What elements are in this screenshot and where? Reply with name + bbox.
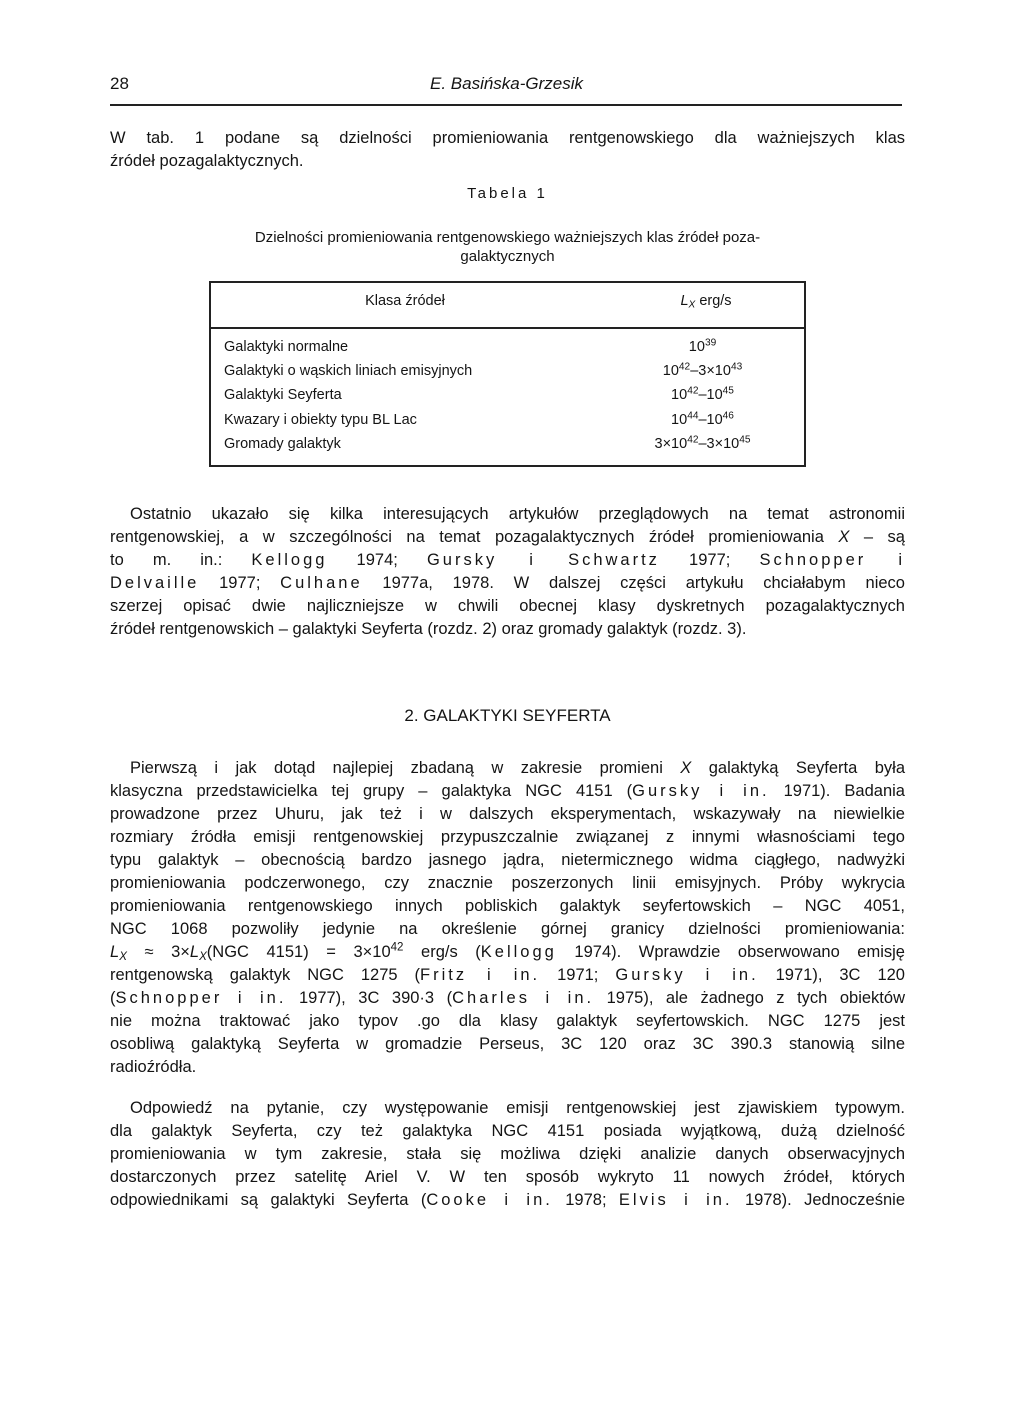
cell-luminosity: $10^{39}$ — [688, 337, 717, 355]
paragraph-seyfert: Pierwszą i jak dotąd najlepiej zbadaną w zakresie promieni X galaktyką Seyferta była klasyczna przedstawicielka tej grupy – galaktyka NGC 4151 (Gursky i in. 1971). Badania prowadzone przez Uhuru, jak też i w dalszych eksperymentach, wskazywały na niewielkie rozmiary źródła emisji rentgenowskiej przypuszczalnie związanej z innymi własnościami tego typu galaktyk – obecnością bardzo jasnego jądra, nietermicznego widma ciągłego, nadwyżki promieniowania podczerwonego, czy znacznie poszerzonych linii emisyjnych. Próby wykrycia promieniowania rentgenowskiego innych pobliskich galaktyk seyfertowskich – NGC 4051, NGC 1068 pozwoliły jedynie na określenie górnej granicy dzielności promieniowania: $L_X \approx 3\times L_X(NGC$ $4151) = 3\times 10^{42}$ erg/s (Kellogg 1974). Wprawdzie obserwowano emisję rentgenowską galaktyk NGC 1275 (Fritz i in. 1971; Gursky i in. 1971), 3C 120 (Schnopper i in. 1977), 3C 390·3 (Charles i in. 1975), ale żadnego z tych obiektów nie można traktować jako typov .go dla klasy galaktyk seyfertowskich. NGC 1275 jest osobliwą galaktyką Seyferta w gromadzie Perseus, 3C 120 oraz 3C 390.3 stanowią silne radioźródła. — [110, 759, 905, 1076]
table-row — [211, 387, 804, 411]
running-head: E. Basińska-Grzesik — [430, 74, 584, 93]
intro-line: W tab. 1 podane są dzielności promieniowania rentgenowskiego dla ważniejszych klas — [110, 129, 905, 147]
table-row — [211, 412, 804, 436]
intro-paragraph — [110, 127, 905, 173]
paragraph-ariel: Odpowiedź na pytanie, czy występowanie emisji rentgenowskiej jest zjawiskiem typowym. dla galaktyk Seyferta, czy też galaktyka NGC 4151 posiada wyjątkową, dużą dzielność promieniowania w tym zakresie, stała się możliwa dzięki analizie danych obserwacyjnych dostarczonych przez satelitę Ariel V. W ten sposób wykryto 11 nowych źródeł, których odpowiednikami są galaktyki Seyferta (Cooke i in. 1978; Elvis i in. 1978). Jednocześnie — [110, 1099, 905, 1209]
cell-source-class: Gromady galaktyk — [224, 436, 341, 452]
paragraph-overview: Ostatnio ukazało się kilka interesujących artykułów przeglądowych na temat astronomii rentgenowskiej, a w szczególności na temat pozagalaktycznych źródeł promieniowania X – są to m. in.: Kellogg 1974; Gursky i Schwartz 1977; Schnopper i Delvaille 1977; Culhane 1977a, 1978. W dalszej części artykułu chciałabym nieco szerzej opisać dwie najliczniejsze w chwili obecnej klasy dyskretnych pozagalaktycznych źródeł rentgenowskich – galaktyki Seyferta (rozdz. 2) oraz gromady galaktyk (rozdz. 3). — [110, 505, 906, 638]
cell-source-class: Galaktyki Seyferta — [224, 387, 342, 403]
cell-source-class: Kwazary i obiekty typu BL Lac — [224, 412, 417, 428]
cell-luminosity: $3\times 10^{42}-3\times 10^{45}$ — [654, 434, 751, 452]
column-header-class: Klasa źródeł — [365, 293, 445, 309]
luminosity-table — [209, 281, 806, 467]
page-number: 28 — [110, 74, 129, 93]
cell-source-class: Galaktyki normalne — [224, 339, 349, 355]
column-header-luminosity: $L_X$ erg/s — [680, 293, 732, 311]
table-label: Tabela 1 — [467, 185, 548, 202]
table-caption: Dzielności promieniowania rentgenowskiego ważniejszych klas źródeł poza- galaktycznych — [254, 229, 761, 265]
section-heading: 2. GALAKTYKI SEYFERTA — [404, 706, 611, 725]
cell-luminosity: $10^{42}-10^{45}$ — [671, 385, 734, 403]
table-row — [211, 436, 804, 460]
cell-luminosity: $10^{42}-3\times 10^{43}$ — [662, 361, 743, 379]
cell-luminosity: $10^{44}-10^{46}$ — [671, 410, 734, 428]
table-header-row — [211, 283, 804, 329]
page-header — [110, 74, 902, 106]
intro-line: źródeł pozagalaktycznych. — [110, 152, 304, 170]
cell-source-class: Galaktyki o wąskich liniach emisyjnych — [224, 363, 473, 379]
table-row — [211, 363, 804, 387]
table-row — [211, 339, 804, 363]
